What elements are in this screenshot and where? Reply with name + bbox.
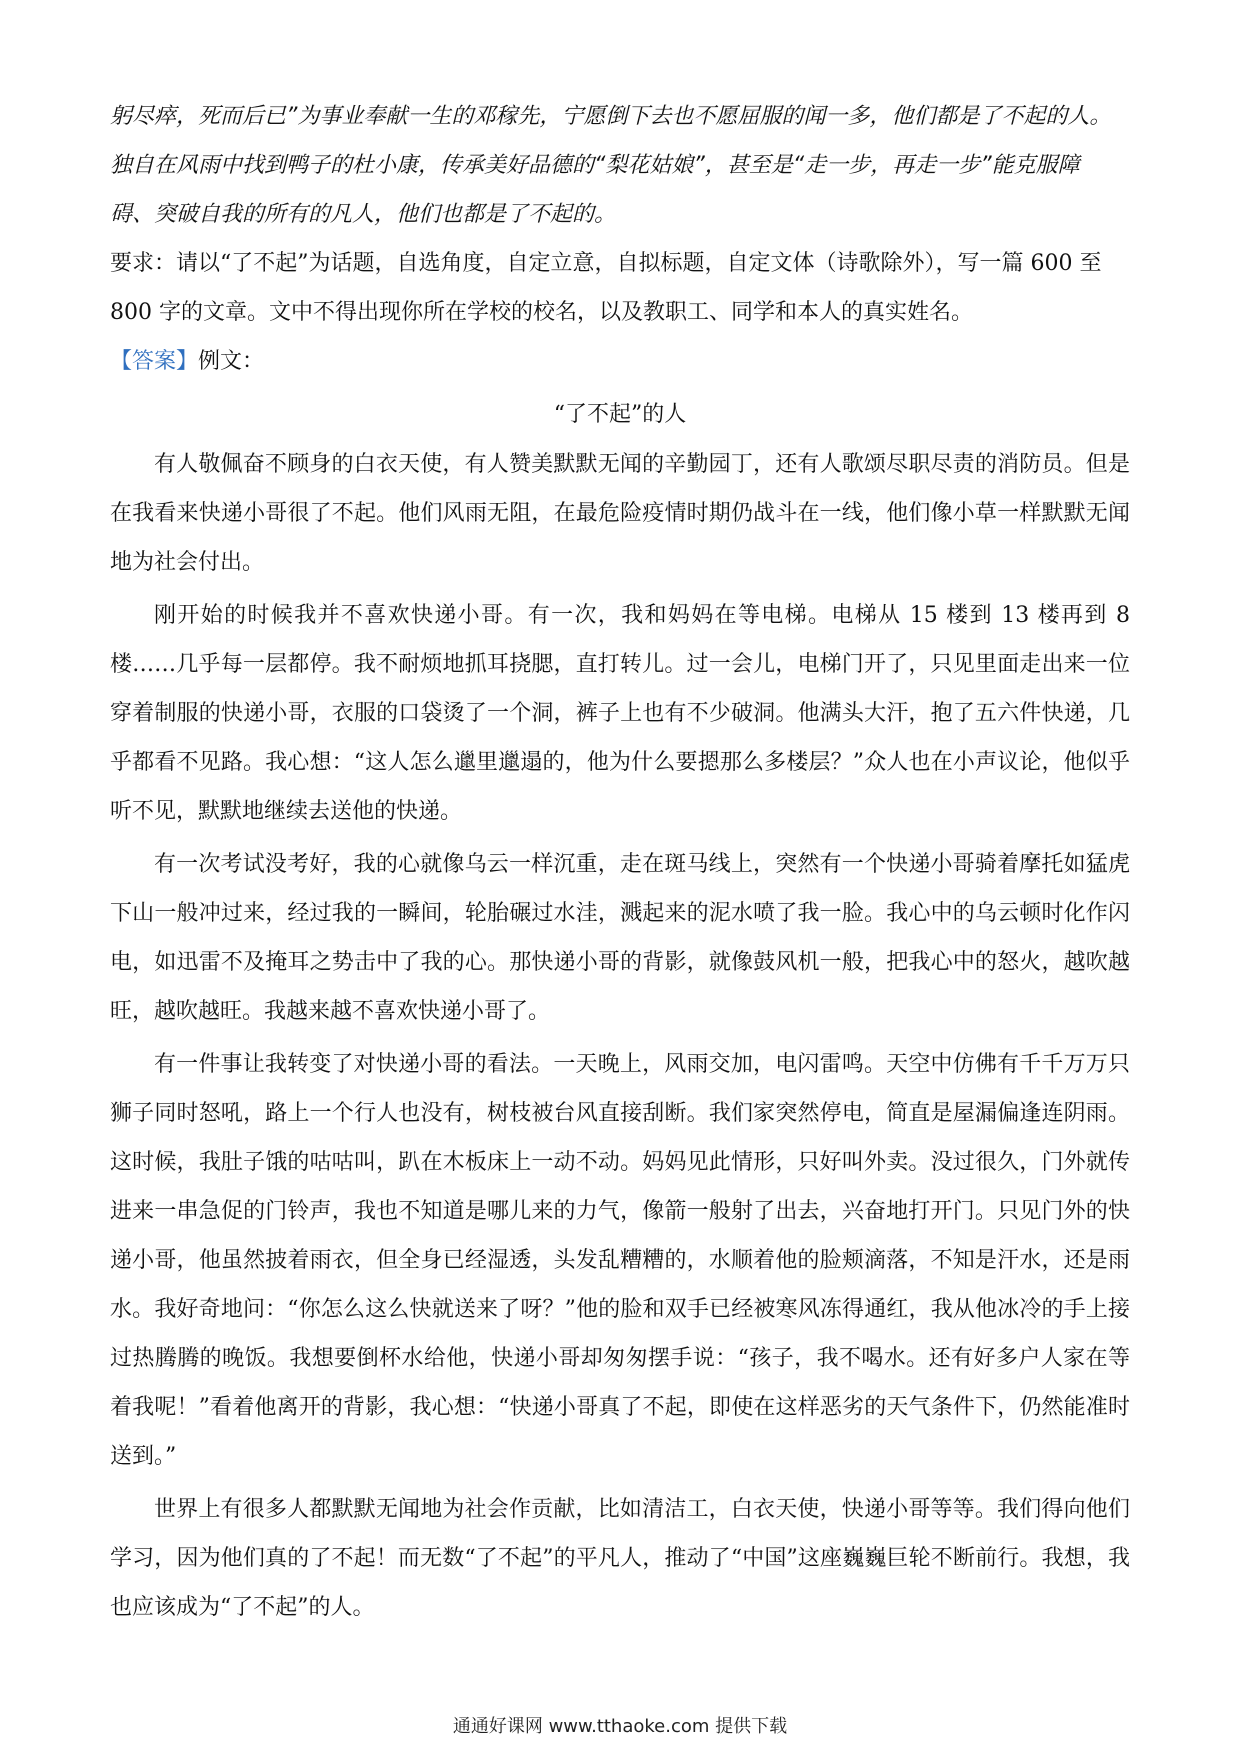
prompt-line-2: 独自在风雨中找到鸭子的杜小康，传承美好品德的“梨花姑娘”，甚至是“走一步，再走一步”能克服障	[110, 153, 1080, 178]
essay-title: “了不起”的人	[553, 402, 687, 427]
essay-paragraph-1: 有人敬佩奋不顾身的白衣天使，有人赞美默默无闻的辛勤园丁，还有人歌颂尽职尽责的消防员。但是在我看来快递小哥很了不起。他们风雨无阻，在最危险疫情时期仍战斗在一线，他们像小草一样默默无闻地为社会付出。	[110, 452, 1130, 575]
answer-tag: 【答案】	[110, 349, 199, 374]
answer-label: 例文：	[198, 349, 265, 374]
prompt-line-1: 躬尽瘁，死而后已”为事业奉献一生的邓稼先，宁愿倒下去也不愿屈服的闻一多，他们都是了不起的人。	[110, 104, 1112, 129]
essay-paragraph-2: 刚开始的时候我并不喜欢快递小哥。有一次，我和妈妈在等电梯。电梯从 15 楼到 13 楼再到 8 楼……几乎每一层都停。我不耐烦地抓耳挠腮，直打转儿。过一会儿，电梯门开了，只见里面走出来一位穿着制服的快递小哥，衣服的口袋烫了一个洞，裤子上也有不少破洞。他满头大汗，抱了五六件快递，几乎都看不见路。我心想：“这人怎么邋里邋遢的，他为什么要摁那么多楼层？”众人也在小声议论，他似乎听不见，默默地继续去送他的快递。	[110, 603, 1130, 824]
document-page	[110, 92, 1130, 1636]
essay-paragraph-4: 有一件事让我转变了对快递小哥的看法。一天晚上，风雨交加，电闪雷鸣。天空中仿佛有千千万万只狮子同时怒吼，路上一个行人也没有，树枝被台风直接刮断。我们家突然停电，简直是屋漏偏逢连阴雨。这时候，我肚子饿的咕咕叫，趴在木板床上一动不动。妈妈见此情形，只好叫外卖。没过很久，门外就传进来一串急促的门铃声，我也不知道是哪儿来的力气，像箭一般射了出去，兴奋地打开门。只见门外的快递小哥，他虽然披着雨衣，但全身已经湿透，头发乱糟糟的，水顺着他的脸颊滴落，不知是汗水，还是雨水。我好奇地问：“你怎么这么快就送来了呀？”他的脸和双手已经被寒风冻得通红，我从他冰冷的手上接过热腾腾的晚饭。我想要倒杯水给他，快递小哥却匆匆摆手说：“孩子，我不喝水。还有好多户人家在等着我呢！”看着他离开的背影，我心想：“快递小哥真了不起，即使在这样恶劣的天气条件下，仍然能准时送到。”	[110, 1052, 1130, 1469]
essay-paragraph-3: 有一次考试没考好，我的心就像乌云一样沉重，走在斑马线上，突然有一个快递小哥骑着摩托如猛虎下山一般冲过来，经过我的一瞬间，轮胎碾过水洼，溅起来的泥水喷了我一脸。我心中的乌云顿时化作闪电，如迅雷不及掩耳之势击中了我的心。那快递小哥的背影，就像鼓风机一般，把我心中的怒火，越吹越旺，越吹越旺。我越来越不喜欢快递小哥了。	[110, 852, 1130, 1024]
answer-heading	[110, 337, 1130, 386]
writing-requirement: 要求：请以“了不起”为话题，自选角度，自定立意，自拟标题，自定文体（诗歌除外），写一篇 600 至 800 字的文章。文中不得出现你所在学校的校名，以及教职工、同学和本人的真实姓名。	[110, 251, 1102, 325]
essay-paragraph-5: 世界上有很多人都默默无闻地为社会作贡献，比如清洁工，白衣天使，快递小哥等等。我们得向他们学习，因为他们真的了不起！而无数“了不起”的平凡人，推动了“中国”这座巍巍巨轮不断前行。我想，我也应该成为“了不起”的人。	[110, 1497, 1130, 1620]
page-footer: 通通好课网 www.tthaoke.com 提供下载	[452, 1716, 788, 1737]
prompt-line-3: 碍、突破自我的所有的凡人，他们也都是了不起的。	[110, 202, 617, 227]
